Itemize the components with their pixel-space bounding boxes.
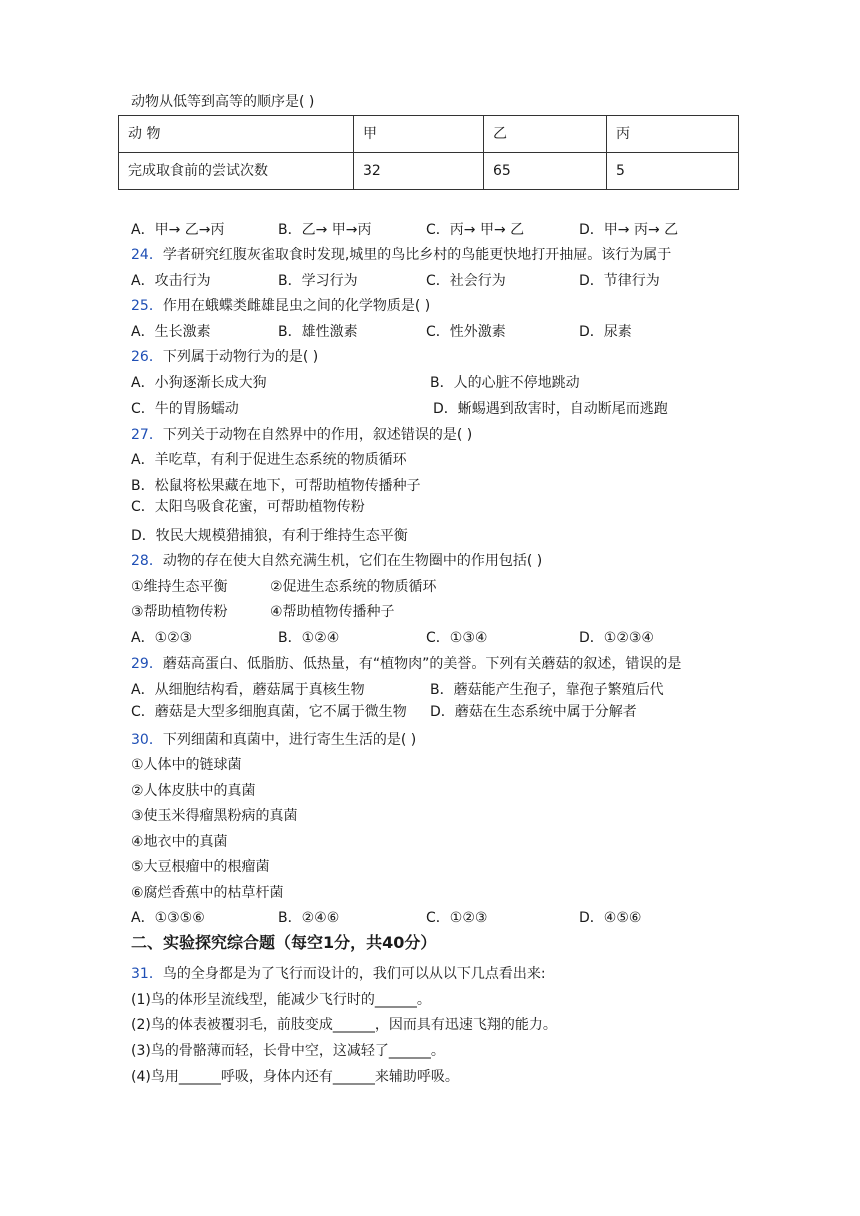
question-text: 鸟的全身都是为了飞行而设计的，我们可以从以下几点看出来:	[162, 966, 546, 982]
option-b[interactable]: B．松鼠将松果藏在地下，可帮助植物传播种子	[131, 478, 421, 494]
statement-item: ④地衣中的真菌	[131, 834, 228, 850]
question-number: 30．	[131, 732, 163, 748]
question-text: 蘑菇高蛋白、低脂肪、低热量，有“植物肉”的美誉。下列有关蘑菇的叙述，错误的是	[162, 656, 682, 672]
question-text: 动物的存在使大自然充满生机，它们在生物圈中的作用包括( )	[162, 553, 543, 569]
question-31	[131, 964, 546, 984]
table-cell: 乙	[484, 116, 607, 153]
table-row	[119, 116, 739, 153]
question-28	[131, 551, 542, 571]
option-a[interactable]: A．①③⑤⑥	[131, 910, 205, 926]
question-number: 31．	[131, 966, 163, 982]
option-d[interactable]: D．甲→ 丙→ 乙	[579, 222, 679, 238]
question-number: 25．	[131, 298, 163, 314]
section-heading: 二、实验探究综合题（每空1分，共40分）	[131, 933, 437, 952]
option-c[interactable]: C．太阳鸟吸食花蜜，可帮助植物传粉	[131, 499, 365, 515]
option-c[interactable]: C．蘑菇是大型多细胞真菌，它不属于微生物	[131, 704, 407, 720]
question-intro: 动物从低等到高等的顺序是( )	[131, 94, 315, 110]
question-30	[131, 730, 416, 750]
question-text: 学者研究红腹灰雀取食时发现,城里的鸟比乡村的鸟能更快地打开抽屉。该行为属于	[162, 247, 672, 263]
option-b[interactable]: B．①②④	[278, 630, 340, 646]
option-a[interactable]: A．甲→ 乙→丙	[131, 222, 225, 238]
table-cell: 32	[354, 153, 484, 190]
statement-item: ②人体皮肤中的真菌	[131, 783, 256, 799]
option-d[interactable]: D．节律行为	[579, 273, 660, 289]
option-a[interactable]: A．攻击行为	[131, 273, 211, 289]
table-row	[119, 153, 739, 190]
fill-blank-item: (4)鸟用______呼吸，身体内还有______来辅助呼吸。	[131, 1069, 459, 1085]
question-number: 27．	[131, 427, 163, 443]
question-26	[131, 347, 318, 367]
question-27	[131, 425, 472, 445]
option-c[interactable]: C．性外激素	[426, 324, 506, 340]
option-d[interactable]: D．尿素	[579, 324, 632, 340]
option-a[interactable]: A．①②③	[131, 630, 193, 646]
option-b[interactable]: B．蘑菇能产生孢子，靠孢子繁殖后代	[430, 682, 664, 698]
table-cell: 65	[484, 153, 607, 190]
option-d[interactable]: D．④⑤⑥	[579, 910, 642, 926]
question-text: 下列关于动物在自然界中的作用，叙述错误的是( )	[162, 427, 473, 443]
statement-item: ②促进生态系统的物质循环	[270, 579, 437, 595]
fill-blank-item: (3)鸟的骨骼薄而轻，长骨中空，这减轻了______。	[131, 1043, 445, 1059]
question-24	[131, 245, 671, 265]
question-text: 下列属于动物行为的是( )	[162, 349, 319, 365]
option-c[interactable]: C．牛的胃肠蠕动	[131, 401, 239, 417]
table-cell: 完成取食前的尝试次数	[119, 153, 354, 190]
statement-item: ⑥腐烂香蕉中的枯草杆菌	[131, 885, 284, 901]
option-b[interactable]: B．雄性激素	[278, 324, 358, 340]
table-cell: 甲	[354, 116, 484, 153]
statement-item: ③使玉米得瘤黑粉病的真菌	[131, 808, 298, 824]
table-cell: 丙	[607, 116, 739, 153]
fill-blank-item: (2)鸟的体表被覆羽毛，前肢变成______，因而具有迅速飞翔的能力。	[131, 1017, 557, 1033]
table-cell: 动 物	[119, 116, 354, 153]
option-d[interactable]: D．①②③④	[579, 630, 654, 646]
statement-item: ⑤大豆根瘤中的根瘤菌	[131, 859, 270, 875]
option-a[interactable]: A．羊吃草，有利于促进生态系统的物质循环	[131, 452, 407, 468]
option-c[interactable]: C．社会行为	[426, 273, 506, 289]
statement-item: ③帮助植物传粉	[131, 604, 228, 620]
option-c[interactable]: C．①②③	[426, 910, 488, 926]
question-29	[131, 654, 681, 674]
option-d[interactable]: D．蘑菇在生态系统中属于分解者	[430, 704, 637, 720]
fill-blank-item: (1)鸟的体形呈流线型，能减少飞行时的______。	[131, 992, 431, 1008]
experiment-table	[118, 115, 739, 190]
option-d[interactable]: D．牧民大规模猎捕狼，有利于维持生态平衡	[131, 528, 408, 544]
statement-item: ①维持生态平衡	[131, 579, 228, 595]
option-d[interactable]: D．蜥蜴遇到敌害时，自动断尾而逃跑	[433, 401, 668, 417]
question-text: 下列细菌和真菌中，进行寄生生活的是( )	[162, 732, 417, 748]
question-25	[131, 296, 430, 316]
question-number: 24．	[131, 247, 163, 263]
option-b[interactable]: B．人的心脏不停地跳动	[430, 375, 580, 391]
question-number: 26．	[131, 349, 163, 365]
option-a[interactable]: A．从细胞结构看，蘑菇属于真核生物	[131, 682, 365, 698]
question-number: 28．	[131, 553, 163, 569]
question-text: 作用在蛾蝶类雌雄昆虫之间的化学物质是( )	[162, 298, 431, 314]
option-b[interactable]: B．学习行为	[278, 273, 358, 289]
option-a[interactable]: A．生长激素	[131, 324, 211, 340]
option-b[interactable]: B．乙→ 甲→丙	[278, 222, 372, 238]
question-number: 29．	[131, 656, 163, 672]
statement-item: ④帮助植物传播种子	[270, 604, 395, 620]
statement-item: ①人体中的链球菌	[131, 757, 242, 773]
option-c[interactable]: C．丙→ 甲→ 乙	[426, 222, 525, 238]
option-c[interactable]: C．①③④	[426, 630, 488, 646]
table-cell: 5	[607, 153, 739, 190]
option-a[interactable]: A．小狗逐渐长成大狗	[131, 375, 267, 391]
option-b[interactable]: B．②④⑥	[278, 910, 340, 926]
